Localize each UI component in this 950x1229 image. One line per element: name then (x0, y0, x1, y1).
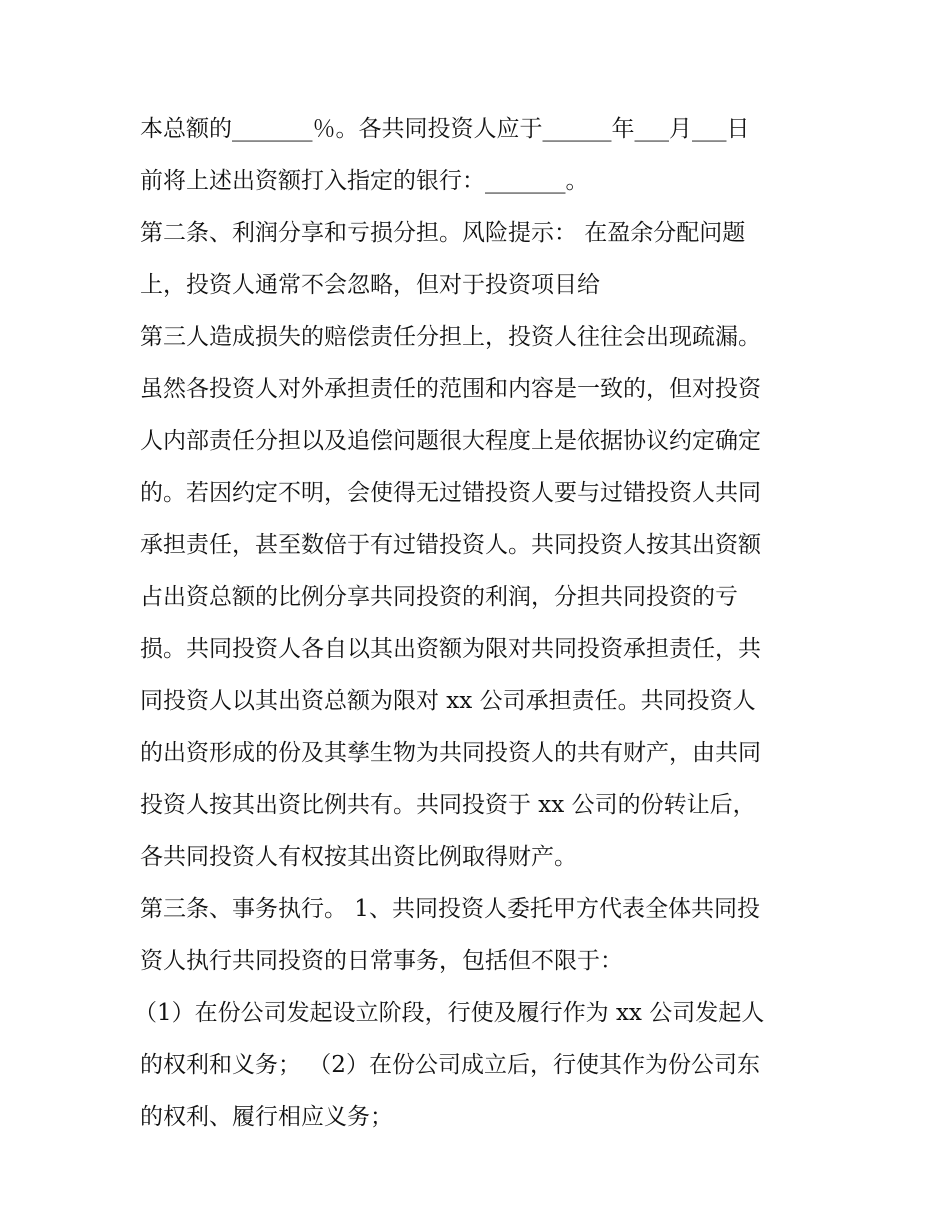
text-line: 占出资总额的比例分享共同投资的利润，分担共同投资的亏 (140, 584, 738, 610)
text-line: 各共同投资人有权按其出资比例取得财产。 (140, 844, 577, 870)
text-line: 损。共同投资人各自以其出资额为限对共同投资承担责任，共 (140, 636, 761, 662)
text-line: 上，投资人通常不会忽略，但对于投资项目给 (140, 272, 600, 298)
text-line: （1）在份公司发起设立阶段，行使及履行作为 xx 公司发起人 (134, 1000, 765, 1026)
text-line: 投资人按其出资比例共有。共同投资于 xx 公司的份转让后， (140, 792, 756, 818)
text-line: 的。若因约定不明，会使得无过错投资人要与过错投资人共同 (140, 480, 761, 506)
text-line: 的权利和义务； （2）在份公司成立后，行使其作为份公司东 (140, 1052, 760, 1078)
document-body (134, 103, 820, 1143)
text-line: 同投资人以其出资总额为限对 xx 公司承担责任。共同投资人 (140, 688, 756, 714)
text-line: 前将上述出资额打入指定的银行：_______。 (140, 168, 589, 194)
text-line: 第二条、利润分享和亏损分担。风险提示： 在盈余分配问题 (140, 220, 746, 246)
text-line: 第三条、事务执行。 1、共同投资人委托甲方代表全体共同投 (140, 896, 760, 922)
text-line: 的出资形成的份及其孳生物为共同投资人的共有财产，由共同 (140, 740, 761, 766)
text-line: 第三人造成损失的赔偿责任分担上，投资人往往会出现疏漏。 (140, 324, 761, 350)
text-line: 承担责任，甚至数倍于有过错投资人。共同投资人按其出资额 (140, 532, 761, 558)
text-line: 虽然各投资人对外承担责任的范围和内容是一致的，但对投资 (140, 376, 761, 402)
text-line: 人内部责任分担以及追偿问题很大程度上是依据协议约定确定 (140, 428, 761, 454)
text-line: 的权利、履行相应义务； (140, 1104, 393, 1130)
text-line: 资人执行共同投资的日常事务，包括但不限于： (140, 948, 623, 974)
text-line: 本总额的_______％。各共同投资人应于______年___月___日 (140, 116, 750, 142)
